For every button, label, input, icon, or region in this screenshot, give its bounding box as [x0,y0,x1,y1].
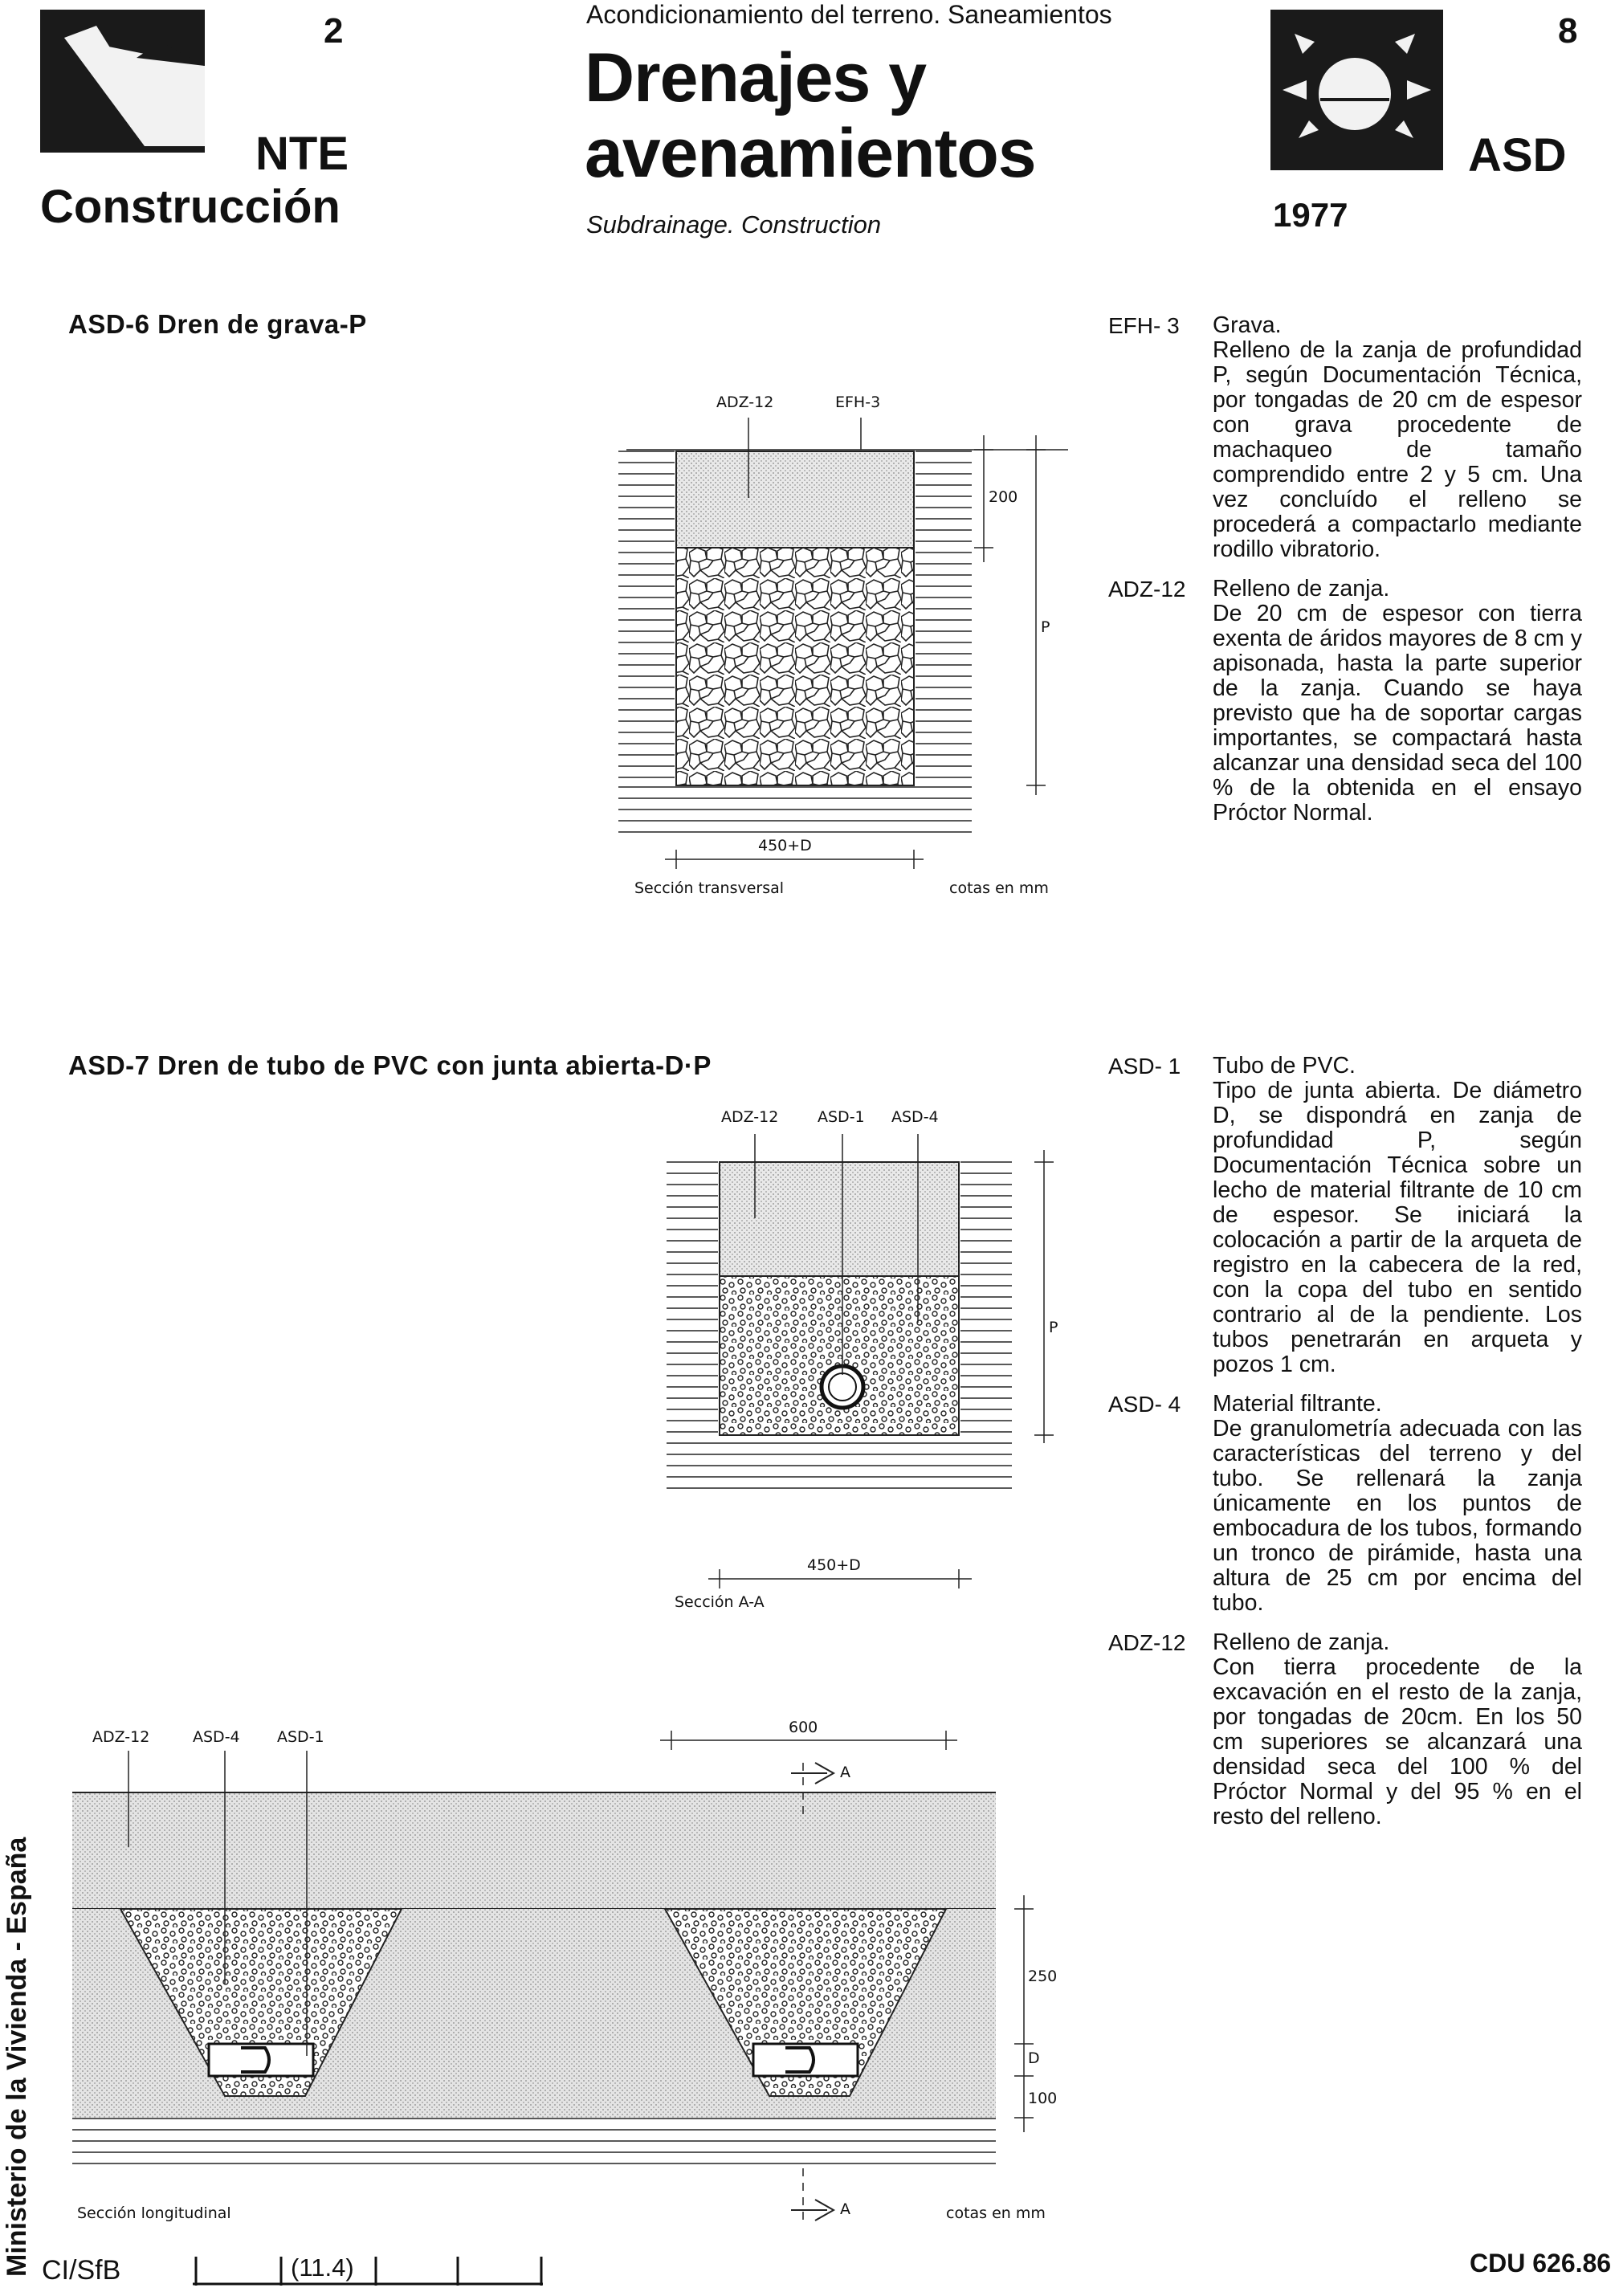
spec-code: ADZ-12 [1108,577,1186,602]
dim-250: 250 [1028,1968,1058,1985]
section-asd7-title: ASD-7 Dren de tubo de PVC con junta abierta-D·P [68,1050,712,1080]
cdu-code: CDU 626.86 [1470,2249,1612,2278]
construccion-label: Construcción [40,181,341,233]
spec-code: EFH- 3 [1108,313,1180,338]
units-note: cotas en mm [946,2204,1046,2222]
spec-text: De granulometría adecuada con las características del terreno y del tubo. Se rellenará la zanja únicamente en los puntos de embocadura de los tubos, formando un tronco de pirámide, hasta una altura de 25 cm por encima del tubo. [1213,1416,1582,1616]
label-adz12: ADZ-12 [92,1728,150,1746]
dim-width: 450+D [758,837,812,854]
label-efh3: EFH-3 [835,394,881,411]
dim-200: 200 [989,488,1018,506]
dim-p: P [1049,1319,1058,1336]
specs-asd7 [1108,1054,1582,1829]
year: 1977 [1273,196,1348,234]
cisfb-classification-boxes [193,2249,546,2289]
dim-d: D [1028,2049,1040,2067]
spec-heading: Relleno de zanja. [1213,1629,1390,1655]
cisfb-code: (11.4) [291,2253,354,2282]
spec-asd4 [1108,1392,1582,1616]
drainage-icon [1270,10,1443,170]
page-title-line1: Drenajes y [585,39,927,116]
label-adz12: ADZ-12 [721,1108,779,1126]
sheet-number: 8 [1558,11,1578,51]
spec-heading: Tubo de PVC. [1213,1053,1356,1079]
spec-code: ASD- 4 [1108,1392,1181,1417]
caption-transversal: Sección transversal [634,879,785,897]
spec-asd1 [1108,1054,1582,1377]
section-mark-bottom: A [840,2200,850,2218]
label-asd4: ASD-4 [891,1108,939,1126]
label-adz12: ADZ-12 [716,394,774,411]
spec-text: Relleno de la zanja de profundidad P, según Documentación Técnica, por tongadas de 20 cm de espesor con grava procedente de machaqueo de tamaño comprendido entre 2 y 5 cm. Una vez concluído el relleno se procederá a compactarlo mediante rodillo vibratorio. [1213,337,1582,562]
spec-adz12 [1108,577,1582,826]
nte-label: NTE [255,128,349,180]
dim-p: P [1041,618,1050,636]
spec-text: Tipo de junta abierta. De diámetro D, se dispondrá en zanja de profundidad P, según Documentación Técnica sobre un lecho de material filtrante de 10 cm de espesor. Se iniciará la colocación a partir de la arqueta de registro en la cabecera de la red, con la copa del tubo en sentido contrario al de la pendiente. Los tubos penetrarán en arqueta y pozos 1 cm. [1213,1078,1582,1377]
spec-heading: Material filtrante. [1213,1391,1382,1417]
spec-text: Con tierra procedente de la excavación en el resto de la zanja, por tongadas de 20cm. En los 50 cm superiores se alcanzará una densidad seca del 100 % del Próctor Normal y del 95 % en el resto del relleno. [1213,1654,1582,1829]
ministry-side-text: Ministerio de la Vivienda - España [2,1837,32,2277]
group-number: 2 [324,11,344,51]
drawing-asd7-longitudinal [72,1719,1076,2265]
dim-600: 600 [789,1719,818,1736]
spec-text: De 20 cm de espesor con tierra exenta de áridos mayores de 8 cm y apisonada, hasta la parte superior de la zanja. Cuando se haya previsto que ha de soportar cargas importantes, se compactará hasta alcanzar una densidad seca del 100 % de la obtenida en el ensayo Próctor Normal. [1213,601,1582,826]
spec-adz12 [1108,1630,1582,1829]
cisfb-label: CI/SfB [42,2255,121,2286]
spec-code: ADZ-12 [1108,1630,1186,1655]
caption-longitudinal: Sección longitudinal [77,2204,231,2222]
drawing-asd7-section-aa [667,1102,1068,1632]
caption-section-aa: Sección A-A [675,1593,765,1611]
page-title-line2: avenamientos [585,115,1036,192]
section-mark-top: A [840,1764,850,1781]
spec-code: ASD- 1 [1108,1054,1181,1079]
units-note: cotas en mm [949,879,1049,897]
spec-heading: Relleno de zanja. [1213,576,1390,602]
subtitle-english: Subdrainage. Construction [586,210,882,239]
spec-heading: Grava. [1213,312,1282,338]
section-asd6-title: ASD-6 Dren de grava-P [68,309,367,339]
category-text: Acondicionamiento del terreno. Saneamientos [586,0,1112,29]
dim-100: 100 [1028,2090,1058,2107]
trowel-icon [40,10,205,153]
nte-logo [40,10,205,153]
label-asd1: ASD-1 [277,1728,324,1746]
dim-width: 450+D [807,1556,861,1574]
asd-code: ASD [1468,129,1567,181]
asd-logo [1270,10,1443,170]
specs-asd6 [1108,313,1582,826]
label-asd1: ASD-1 [818,1108,865,1126]
label-asd4: ASD-4 [193,1728,240,1746]
drawing-asd6 [618,385,1068,916]
spec-efh3 [1108,313,1582,562]
